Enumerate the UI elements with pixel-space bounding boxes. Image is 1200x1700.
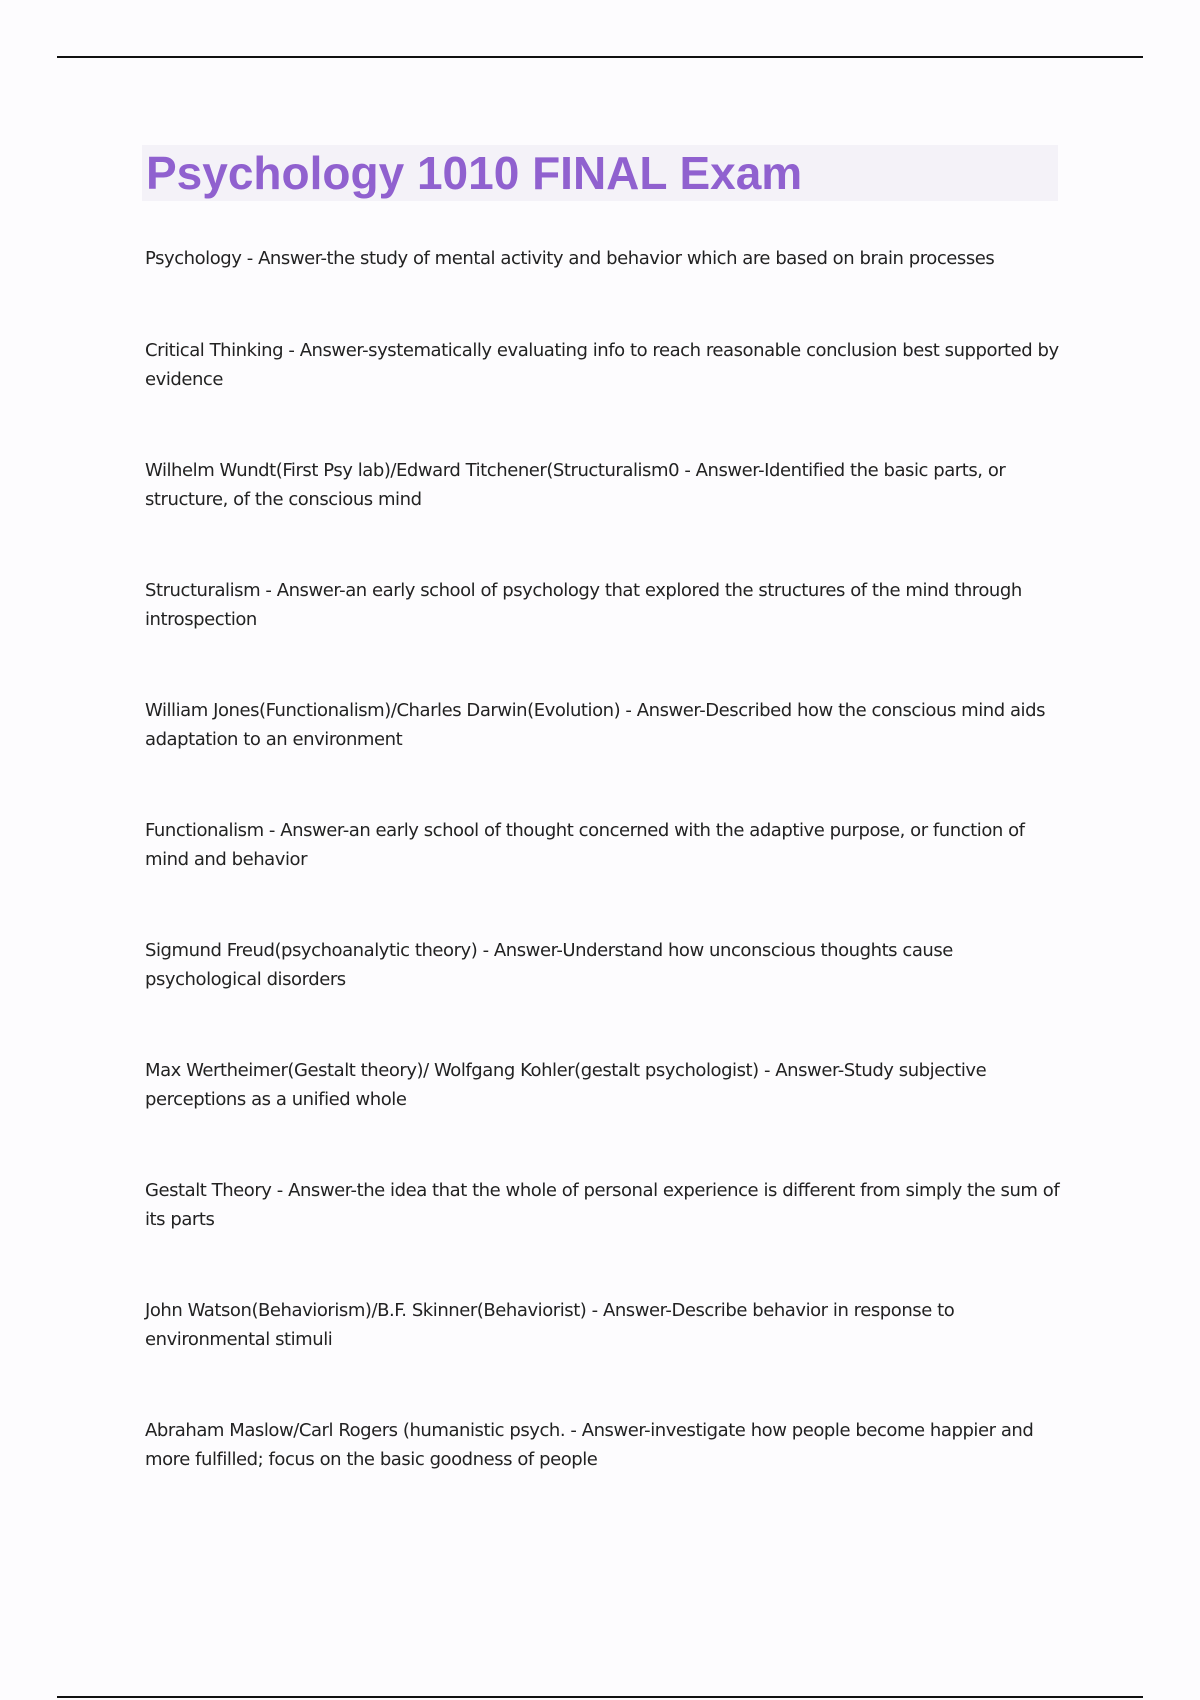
qa-entry: William Jones(Functionalism)/Charles Darwin(Evolution) - Answer-Described how the conscious mind aids adaptation to an environment (145, 700, 1046, 750)
qa-entry: John Watson(Behaviorism)/B.F. Skinner(Behaviorist) - Answer-Describe behavior in response to environmental stimuli (145, 1300, 955, 1350)
qa-entry: Gestalt Theory - Answer-the idea that the whole of personal experience is different from simply the sum of its parts (145, 1180, 1060, 1230)
qa-entry: Max Wertheimer(Gestalt theory)/ Wolfgang Kohler(gestalt psychologist) - Answer-Study subjective perceptions as a unified whole (145, 1060, 987, 1110)
bottom-divider (57, 1696, 1143, 1698)
qa-entry: Structuralism - Answer-an early school of psychology that explored the structures of the mind through introspection (145, 580, 1022, 630)
top-divider (57, 56, 1143, 58)
qa-entry: Psychology - Answer-the study of mental activity and behavior which are based on brain processes (145, 248, 995, 269)
qa-entry: Abraham Maslow/Carl Rogers (humanistic psych. - Answer-investigate how people become happier and more fulfilled; focus on the basic goodness of people (145, 1420, 1034, 1470)
page-title: Psychology 1010 FINAL Exam (146, 147, 803, 199)
qa-entry: Wilhelm Wundt(First Psy lab)/Edward Titchener(Structuralism0 - Answer-Identified the basic parts, or structure, of the conscious mind (145, 460, 1006, 510)
qa-entry: Functionalism - Answer-an early school of thought concerned with the adaptive purpose, or function of mind and behavior (145, 820, 1025, 870)
qa-entry: Critical Thinking - Answer-systematically evaluating info to reach reasonable conclusion best supported by evidence (145, 340, 1059, 390)
qa-entry: Sigmund Freud(psychoanalytic theory) - Answer-Understand how unconscious thoughts cause psychological disorders (145, 940, 953, 990)
